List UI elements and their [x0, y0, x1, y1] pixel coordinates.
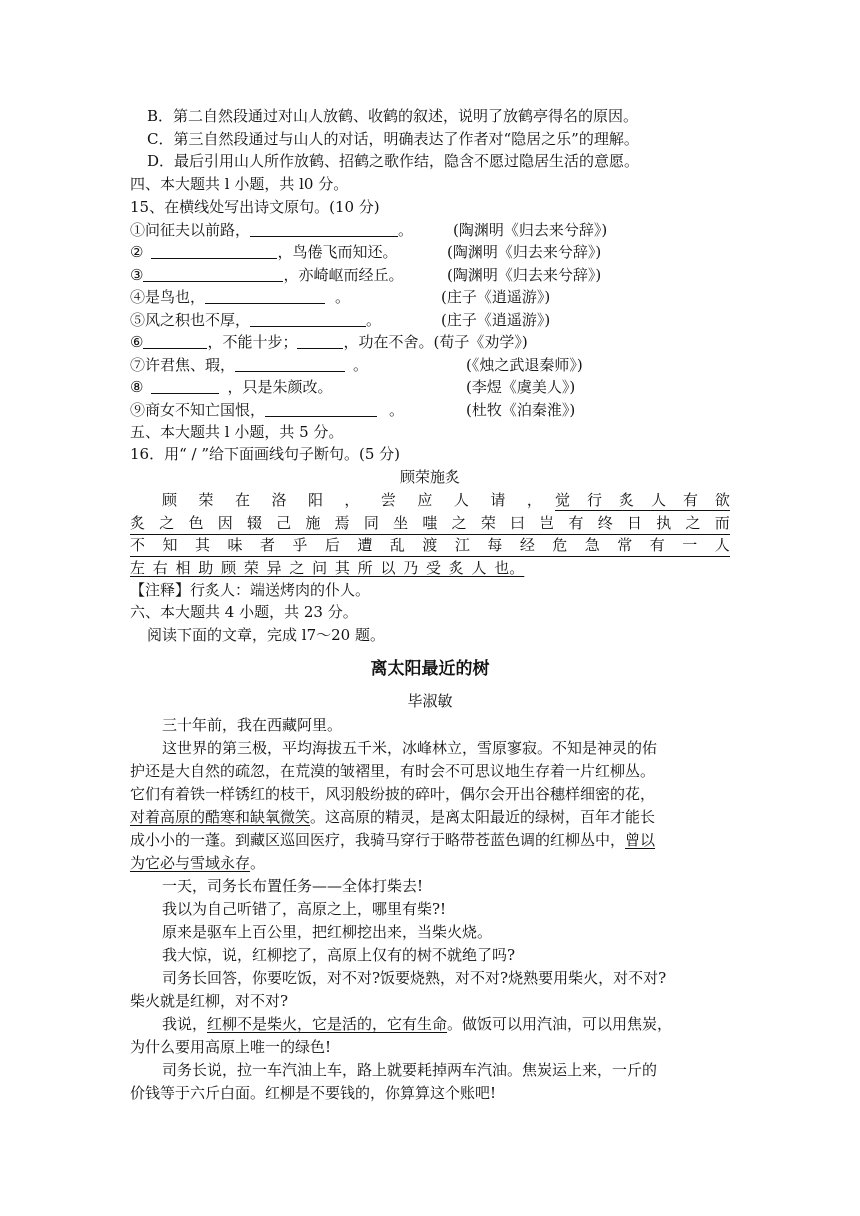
passage-char: 尝 [380, 491, 396, 509]
answer-blank[interactable] [151, 243, 277, 259]
passage-char: 日 [626, 514, 642, 532]
answer-blank[interactable] [265, 401, 377, 417]
passage-char: 急 [584, 536, 600, 554]
section-4-heading: 四、本大题共 l 小题，共 l0 分。 [130, 175, 349, 193]
fill-item-9: ⑨商女不知亡国恨， 。 [130, 401, 405, 419]
passage-char: 之 [159, 514, 175, 532]
article-p2-line-6: 为它必与雪域永存。 [130, 854, 266, 872]
fill-item-2-source: (陶渊明《归去来兮辞》) [447, 243, 602, 261]
passage-char: 遭 [357, 536, 373, 554]
fill-item-5-source: (庄子《逍遥游》) [441, 311, 551, 329]
article-p8-line-2: 为什么要用高原上唯一的绿色! [130, 1038, 332, 1056]
passage-char: 辍 [246, 514, 262, 532]
article-p8-line-1: 我说，红柳不是柴火，它是活的，它有生命。做饭可以用汽油，可以用焦炭， [162, 1015, 673, 1033]
passage-char: 乎 [292, 536, 308, 554]
passage-char: 每 [487, 536, 503, 554]
passage-char: 终 [597, 514, 613, 532]
article-p4: 我以为自己听错了，高原之上，哪里有柴?! [162, 900, 447, 918]
passage-char: 不 [130, 536, 146, 554]
article-p5: 原来是驱车上百公里，把红柳挖出来，当柴火烧。 [162, 923, 493, 941]
passage-char: 之 [685, 514, 701, 532]
passage-char: 危 [552, 536, 568, 554]
passage-char: 请 [490, 491, 506, 509]
passage-char: 施 [305, 514, 321, 532]
article-p2-line-1: 这世界的第三极，平均海拔五千米，冰峰林立，雪原寥寂。不知是神灵的佑 [162, 739, 658, 757]
answer-blank[interactable] [297, 333, 343, 349]
passage-char: ， [344, 491, 360, 509]
fill-item-5: ⑤风之积也不厚， 。 [130, 311, 382, 329]
passage-char: 应 [417, 491, 433, 509]
passage-char: 欲 [714, 491, 730, 509]
passage-char: 岂 [539, 514, 555, 532]
fill-item-8-source: (李煜《虞美人》) [466, 378, 576, 396]
passage-char: 后 [324, 536, 340, 554]
article-p7-line-2: 柴火就是红柳，对不对? [130, 992, 289, 1010]
answer-blank[interactable] [143, 333, 207, 349]
article-p2-line-3: 它们有着铁一样锈红的枝干，风羽般纷披的碎叶，偶尔会开出谷穗样细密的花， [130, 785, 656, 803]
passage-char: 在 [234, 491, 250, 509]
passage-char: 洛 [271, 491, 287, 509]
passage-char: 因 [217, 514, 233, 532]
article-title: 离太阳最近的树 [370, 659, 490, 679]
passage-char: 有 [682, 491, 698, 509]
article-p7-line-1: 司务长回答，你要吃饭，对不对?饭要烧熟，对不对?烧熟要用柴火，对不对? [162, 969, 667, 987]
passage-line-1-underlined [555, 489, 730, 511]
passage-char: 人 [714, 536, 730, 554]
passage-line-2 [130, 512, 730, 535]
section-5-heading: 五、本大题共 l 小题，共 5 分。 [130, 423, 344, 441]
passage-char: 有 [649, 536, 665, 554]
fill-item-1-source: (陶渊明《归去来兮辞》) [453, 221, 608, 239]
passage-char: 色 [188, 514, 204, 532]
passage-line-4: 左 右 相 助 顾 荣 异 之 问 其 所 以 乃 受 炙 人 也。 [130, 559, 525, 577]
article-p9-line-1: 司务长说，拉一车汽油上车，路上就要耗掉两车汽油。焦炭运上来，一斤的 [162, 1061, 658, 1079]
passage-line-1-plain [162, 489, 542, 511]
passage-note: 【注释】行炙人：端送烤肉的仆人。 [130, 581, 371, 599]
passage-char: 其 [194, 536, 210, 554]
article-p9-line-2: 价钱等于六斤白面。红柳是不要钱的，你算算这个账吧! [130, 1084, 497, 1102]
passage-char: 曰 [510, 514, 526, 532]
section-6-heading: 六、本大题共 4 小题，共 23 分。 [130, 603, 358, 621]
passage-char: 觉 [555, 491, 571, 509]
question-15: 15、在横线处写出诗文原句。(10 分) [130, 198, 380, 216]
passage-char: 炙 [618, 491, 634, 509]
passage-title: 顾荣施炙 [399, 468, 460, 486]
passage-char: 顾 [162, 491, 178, 509]
passage-char: 坐 [393, 514, 409, 532]
answer-blank[interactable] [143, 266, 283, 282]
passage-char: 一 [682, 536, 698, 554]
passage-char: 味 [227, 536, 243, 554]
fill-item-4-source: (庄子《逍遥游》) [441, 288, 551, 306]
passage-char: 行 [586, 491, 602, 509]
passage-char: 人 [453, 491, 469, 509]
passage-char: 知 [162, 536, 178, 554]
passage-char: 渡 [422, 536, 438, 554]
fill-item-3-source: (陶渊明《归去来兮辞》) [447, 266, 602, 284]
option-b: B．第二自然段通过对山人放鹤、收鹤的叙述，说明了放鹤亭得名的原因。 [147, 107, 639, 125]
passage-line-3 [130, 534, 730, 557]
article-p6: 我大惊，说，红柳挖了，高原上仅有的树不就绝了吗? [162, 946, 516, 964]
passage-char: 乱 [389, 536, 405, 554]
fill-item-9-source: (杜牧《泊秦淮》) [466, 401, 576, 419]
passage-char: 者 [259, 536, 275, 554]
passage-char: 经 [519, 536, 535, 554]
article-author: 毕淑敏 [407, 692, 453, 710]
passage-char: 人 [650, 491, 666, 509]
answer-blank[interactable] [235, 356, 345, 372]
fill-item-1: ①问征夫以前路， 。 [130, 221, 414, 239]
article-p3: 一天，司务长布置任务——全体打柴去! [162, 877, 424, 895]
article-p2-line-5: 成小小的一蓬。到藏区巡回医疗，我骑马穿行于略带苍蓝色调的红柳丛中，曾以 [130, 831, 656, 849]
option-d: D．最后引用山人所作放鹤、招鹤之歌作结，隐含不愿过隐居生活的意愿。 [147, 152, 640, 170]
article-p2-line-4: 对着高原的酷寒和缺氧微笑。这高原的精灵，是离太阳最近的绿树，百年才能长 [130, 808, 656, 826]
passage-char: 己 [276, 514, 292, 532]
answer-blank[interactable] [250, 221, 398, 237]
passage-char: 焉 [334, 514, 350, 532]
passage-line-1 [162, 489, 730, 511]
passage-char: ， [526, 491, 542, 509]
question-16: 16．用“ / ”给下面画线句子断句。(5 分) [130, 445, 401, 463]
article-p1: 三十年前，我在西藏阿里。 [162, 716, 343, 734]
passage-char: 江 [454, 536, 470, 554]
passage-char: 有 [568, 514, 584, 532]
answer-blank[interactable] [250, 311, 366, 327]
fill-item-4: ④是鸟也， 。 [130, 288, 351, 306]
passage-char: 执 [656, 514, 672, 532]
fill-item-7: ⑦许君焦、瑕， 。 [130, 356, 369, 374]
fill-item-6: ⑥ ，不能十步； ，功在不舍。(荀子《劝学》) [130, 333, 528, 351]
passage-char: 之 [451, 514, 467, 532]
answer-blank[interactable] [151, 378, 219, 394]
passage-char: 而 [714, 514, 730, 532]
section-6-instruction: 阅读下面的文章，完成 l7～20 题。 [147, 626, 385, 644]
passage-char: 阳 [307, 491, 323, 509]
option-c: C．第三自然段通过与山人的对话，明确表达了作者对“隐居之乐”的理解。 [147, 130, 639, 148]
fill-item-7-source: (《烛之武退秦师》) [466, 356, 583, 374]
passage-char: 荣 [480, 514, 496, 532]
fill-item-3: ③ ，亦崎岖而经丘。 [130, 266, 404, 284]
passage-char: 嗤 [422, 514, 438, 532]
fill-item-2: ② ，鸟倦飞而知还。 [130, 243, 398, 261]
passage-char: 炙 [130, 514, 146, 532]
passage-char: 同 [363, 514, 379, 532]
passage-char: 常 [617, 536, 633, 554]
fill-item-6-source: (荀子《劝学》) [433, 333, 528, 351]
fill-item-8: ⑧ ，只是朱颜改。 [130, 378, 333, 396]
answer-blank[interactable] [205, 288, 325, 304]
passage-char: 荣 [198, 491, 214, 509]
article-p2-line-2: 护还是大自然的疏忽，在荒漠的皱褶里，有时会不可思议地生存着一片红柳丛。 [130, 762, 656, 780]
